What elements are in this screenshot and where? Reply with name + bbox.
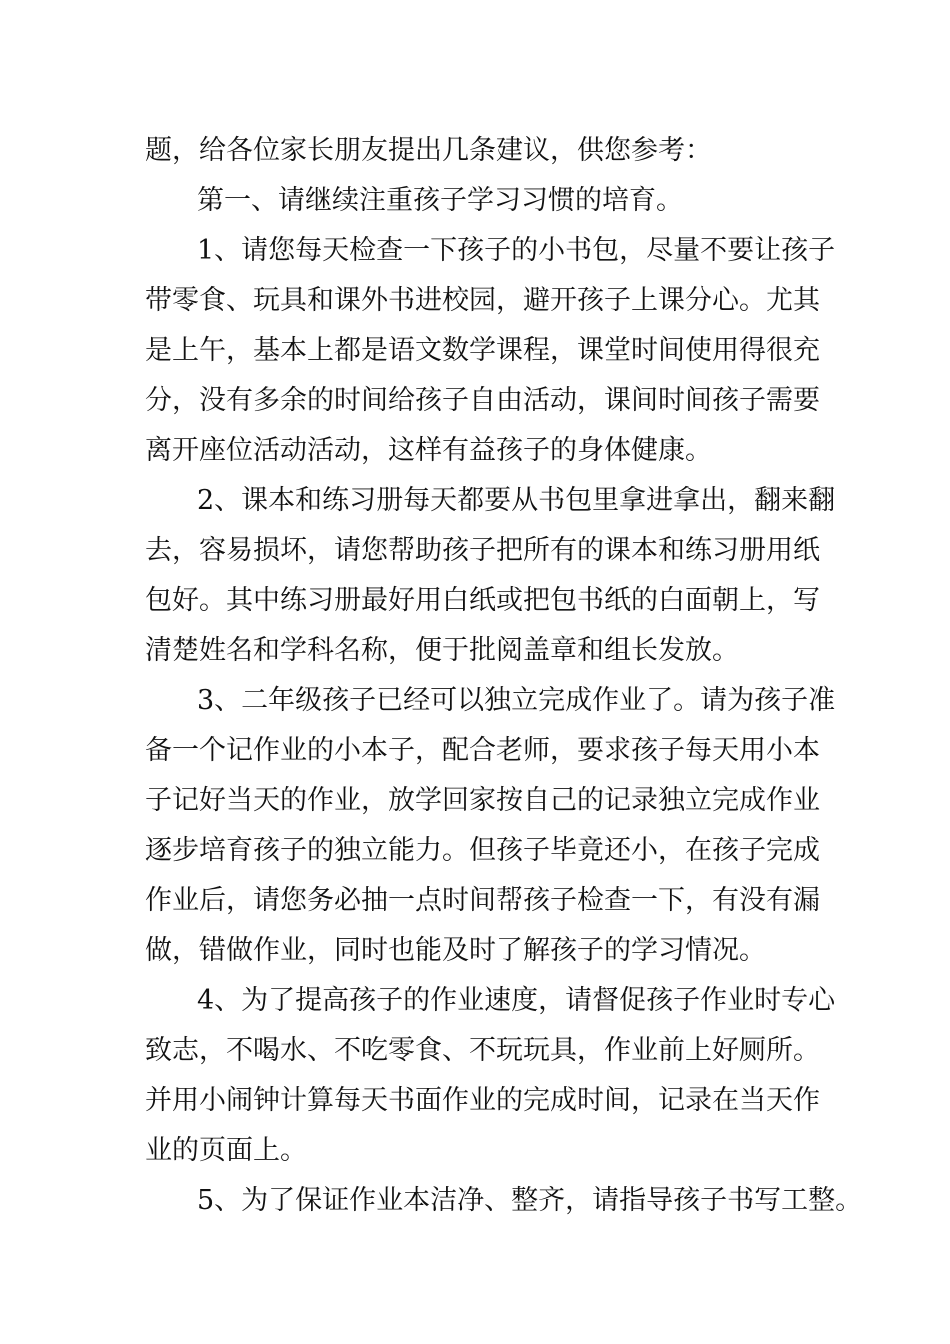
body-text [145,126,863,1226]
text-line: 2、课本和练习册每天都要从书包里拿进拿出，翻来翻 [197,485,836,516]
text-line: 子记好当天的作业，放学回家按自己的记录独立完成作业 [145,785,820,816]
text-line: 致志，不喝水、不吃零食、不玩玩具，作业前上好厕所。 [145,1035,820,1066]
text-line: 是上午，基本上都是语文数学课程，课堂时间使用得很充 [145,335,820,366]
text-line: 去，容易损坏，请您帮助孩子把所有的课本和练习册用纸 [145,535,820,566]
text-line: 4、为了提高孩子的作业速度，请督促孩子作业时专心 [197,985,836,1016]
text-line: 带零食、玩具和课外书进校园，避开孩子上课分心。尤其 [145,285,820,316]
text-line: 作业后，请您务必抽一点时间帮孩子检查一下，有没有漏 [145,885,820,916]
text-line: 业的页面上。 [145,1135,307,1166]
text-line: 第一、请继续注重孩子学习习惯的培育。 [197,185,683,216]
text-line: 清楚姓名和学科名称，便于批阅盖章和组长发放。 [145,635,739,666]
text-line: 逐步培育孩子的独立能力。但孩子毕竟还小，在孩子完成 [145,835,820,866]
text-line: 包好。其中练习册最好用白纸或把包书纸的白面朝上，写 [145,585,820,616]
text-line: 分，没有多余的时间给孩子自由活动，课间时间孩子需要 [145,385,820,416]
text-line: 5、为了保证作业本洁净、整齐，请指导孩子书写工整。 [197,1185,863,1216]
text-line: 1、请您每天检查一下孩子的小书包，尽量不要让孩子 [197,235,836,266]
text-line: 备一个记作业的小本子，配合老师，要求孩子每天用小本 [145,735,820,766]
text-line: 3、二年级孩子已经可以独立完成作业了。请为孩子准 [197,685,836,716]
text-line: 题，给各位家长朋友提出几条建议，供您参考： [145,135,712,166]
text-line: 并用小闹钟计算每天书面作业的完成时间，记录在当天作 [145,1085,820,1116]
text-line: 做，错做作业，同时也能及时了解孩子的学习情况。 [145,935,766,966]
text-line: 离开座位活动活动，这样有益孩子的身体健康。 [145,435,712,466]
